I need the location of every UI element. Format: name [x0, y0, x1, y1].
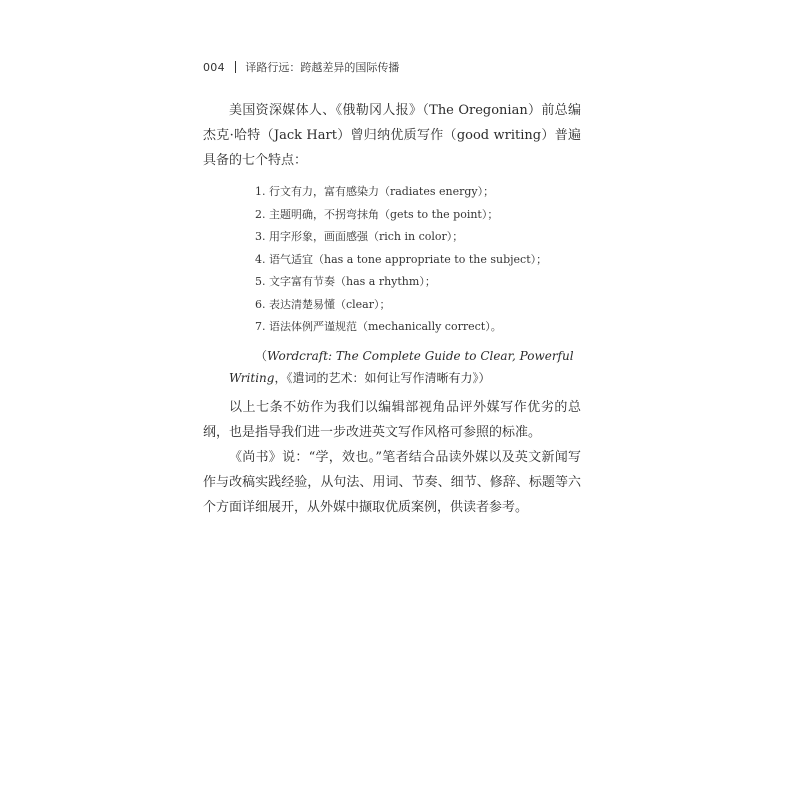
list-item: 3. 用字形象，画面感强（rich in color）； — [255, 230, 464, 243]
list-item: 1. 行文有力，富有感染力（radiates energy）； — [255, 185, 495, 198]
citation-open: （ — [255, 348, 268, 363]
running-title: 译路行远：跨越差异的国际传播 — [245, 61, 400, 74]
intro-paragraph: 美国资深媒体人、《俄勒冈人报》（The Oregonian）前总编杰克·哈特（Jack Hart）曾归纳优质写作（good writing）普遍具备的七个特点： — [203, 103, 581, 168]
citation-title-en: Wordcraft: The Complete Guide to Clear, Powerful — [267, 348, 574, 363]
page-number: 004 — [203, 60, 225, 74]
running-header — [203, 58, 399, 76]
body-text — [203, 98, 581, 520]
list-item: 4. 语气适宜（has a tone appropriate to the subject）； — [255, 252, 548, 266]
closing-paragraph: 《尚书》说：“学，效也。”笔者结合品读外媒以及英文新闻写作与改稿实践经验，从句法、用词、节奏、细节、修辞、标题等六个方面详细展开，从外媒中撷取优质案例，供读者参考。 — [203, 449, 581, 515]
source-citation — [203, 345, 581, 389]
summary-paragraph: 以上七条不妨作为我们以编辑部视角品评外媒写作优劣的总纲，也是指导我们进一步改进英文写作风格可参照的标准。 — [203, 399, 581, 440]
list-item: 5. 文字富有节奏（has a rhythm）； — [255, 275, 436, 288]
list-item: 7. 语法体例严谨规范（mechanically correct）。 — [255, 320, 502, 333]
seven-traits-list — [203, 181, 581, 339]
citation-rest: ，《遣词的艺术：如何让写作清晰有力》） — [274, 370, 491, 385]
citation-title-en-2: Writing — [229, 370, 275, 385]
header-divider — [235, 61, 237, 73]
list-item: 2. 主题明确，不拐弯抹角（gets to the point）； — [255, 207, 499, 221]
list-item: 6. 表达清楚易懂（clear）； — [255, 297, 391, 311]
